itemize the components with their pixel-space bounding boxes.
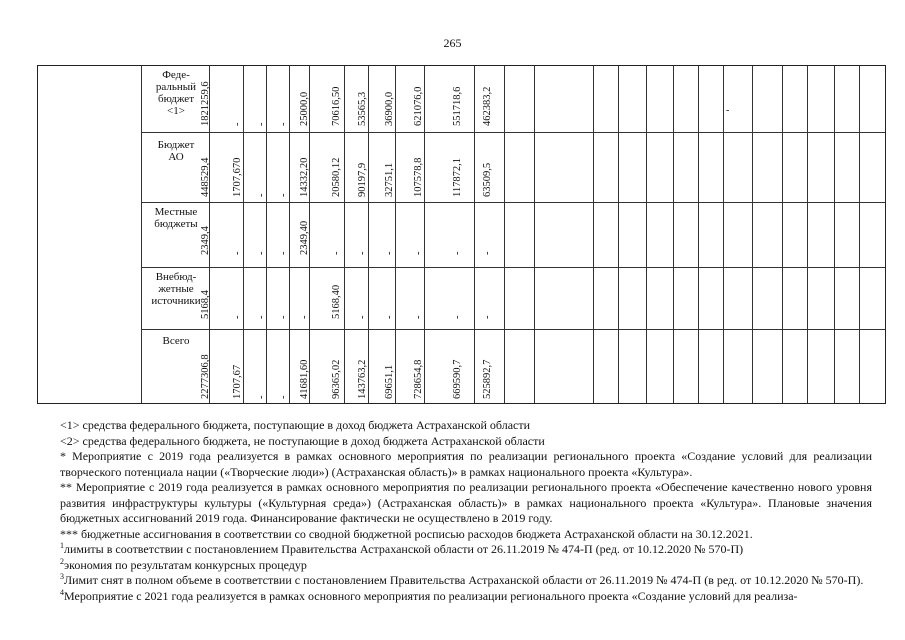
table-row-rule	[141, 329, 885, 330]
table-column-rule	[243, 66, 244, 403]
table-cell-value: 525892,7	[482, 359, 493, 399]
table-cell-value: -	[278, 122, 289, 126]
row-label-line: источники	[151, 295, 201, 307]
table-cell-value: -	[384, 251, 395, 255]
footnote	[60, 418, 872, 434]
footnote-text: Мероприятие с 2021 года реализуется в рамках основного мероприятия по реализации регионального проекта «Создание условий для реализа-	[64, 588, 798, 603]
table-column-rule	[752, 66, 753, 403]
row-label-line: жетные	[158, 283, 194, 295]
table-column-rule	[504, 66, 505, 403]
row-label-line: Феде-	[162, 69, 190, 81]
table-cell-value: -	[278, 315, 289, 319]
table-cell-value: 63509,5	[482, 162, 493, 197]
table-row-rule	[141, 202, 885, 203]
footnote	[60, 434, 872, 450]
table-cell-value: -	[482, 315, 493, 319]
table-cell-value: -	[452, 315, 463, 319]
table-cell-value: 96365,02	[331, 359, 342, 399]
table-cell-value: -	[278, 251, 289, 255]
footnote-marker: 3	[60, 572, 64, 581]
table-column-rule	[395, 66, 396, 403]
table-cell-value: -	[278, 395, 289, 399]
footnote-marker: 4	[60, 587, 64, 597]
table-cell-value: 2349,40	[299, 220, 310, 255]
row-label-line: ральный	[155, 81, 197, 93]
table-cell-value: 728654,8	[413, 359, 424, 399]
table-column-rule	[646, 66, 647, 403]
table-column-rule	[723, 66, 724, 403]
table-cell-value: -	[232, 315, 243, 319]
table-column-rule	[266, 66, 267, 403]
table-cell-value: 2277306,8	[200, 354, 211, 399]
table-cell-value: -	[256, 395, 267, 399]
row-label-line: <1>	[167, 105, 185, 117]
table-row-rule	[141, 267, 885, 268]
table-cell-value: -	[278, 193, 289, 197]
table-cell-value: 69651,1	[384, 364, 395, 399]
table-cell-value: 551718,6	[452, 86, 463, 126]
footnotes	[60, 418, 872, 604]
table-column-rule	[698, 66, 699, 403]
footnote	[60, 542, 872, 558]
row-label-line: АО	[168, 151, 184, 163]
table-cell-value: -	[413, 251, 424, 255]
table-cell-value: -	[384, 315, 395, 319]
table-cell-value: 36900,0	[384, 91, 395, 126]
footnote-text: <2> средства федерального бюджета, не поступающие в доход бюджета Астраханской области	[60, 433, 545, 448]
table-cell-value: -	[256, 193, 267, 197]
table-cell-value: -	[357, 315, 368, 319]
table-cell-value: -	[357, 251, 368, 255]
row-label-line: Местные	[154, 206, 198, 218]
table-cell-value: 1707,670	[232, 157, 243, 197]
table-cell-value: -	[256, 315, 267, 319]
footnote-text: Лимит снят в полном объеме в соответствии с постановлением Правительства Астраханской области от 26.11.2019 № 474-П (в ред. от 10.12.2020 № 570-П).	[64, 573, 864, 587]
footnote-text: ** Мероприятие с 2019 года реализуется в рамках основного мероприятия по реализации регионального проекта «Обеспечение качественно нового уровня развития инфраструктуры культуры («Культурная среда») (Астраханская область)» в рамках национального проекта «Культура». Плановые значения бюджетных ассигнований 2019 года. Финансирование фактически не осуществлено в 2019 году.	[60, 480, 872, 525]
table-cell-value: 1821259,6	[200, 81, 211, 126]
table-cell-value: 14332,20	[299, 157, 310, 197]
row-label-line: Внебюд-	[155, 271, 197, 283]
table-cell-value: 621076,0	[413, 86, 424, 126]
table-column-rule	[344, 66, 345, 403]
footnote	[60, 558, 872, 574]
footnote	[60, 527, 872, 543]
table-cell-value: -	[482, 251, 493, 255]
table-cell-value: -	[413, 315, 424, 319]
table-column-rule	[534, 66, 535, 403]
table-column-rule	[807, 66, 808, 403]
table-cell-value: 90197,9	[357, 162, 368, 197]
table-cell-value: 32751,1	[384, 162, 395, 197]
footnote	[60, 449, 872, 480]
row-label-line: бюджет	[158, 93, 194, 105]
table-cell-value: -	[331, 251, 342, 255]
footnote-text: <1> средства федерального бюджета, поступающие в доход бюджета Астраханской области	[60, 418, 531, 432]
table-column-rule	[289, 66, 290, 403]
budget-table	[37, 65, 886, 404]
table-cell-value: -	[232, 251, 243, 255]
table-cell-value: 462383,2	[482, 86, 493, 126]
table-cell-value: 143763,2	[357, 359, 368, 399]
footnote	[60, 589, 872, 605]
table-cell-value: 2349,4	[200, 226, 211, 255]
footnote	[60, 480, 872, 527]
table-cell-value: -	[232, 122, 243, 126]
table-column-rule	[618, 66, 619, 403]
table-cell-value: 53565,3	[357, 91, 368, 126]
table-column-rule	[673, 66, 674, 403]
row-label-line: бюджеты	[154, 218, 198, 230]
table-cell-value: -	[452, 251, 463, 255]
table-cell-value: 5168,4	[200, 290, 211, 319]
table-column-rule	[368, 66, 369, 403]
table-cell-value: 1707,67	[232, 364, 243, 399]
table-cell-value: 448529,4	[200, 157, 211, 197]
table-cell-value: 5168,40	[331, 284, 342, 319]
row-label-line: Бюджет	[157, 139, 195, 151]
page-number: 265	[443, 36, 462, 50]
table-column-rule	[474, 66, 475, 403]
footnote	[60, 573, 872, 589]
table-cell-value: 41681,60	[299, 359, 310, 399]
table-cell-value: 70616,50	[331, 86, 342, 126]
footnote-text: лимиты в соответствии с постановлением Правительства Астраханской области от 26.11.2019 № 474-П (ред. от 10.12.2020 № 570-П)	[64, 542, 744, 556]
table-column-rule	[424, 66, 425, 403]
table-cell-value: -	[256, 251, 267, 255]
table-cell-value: 25000,0	[299, 91, 310, 126]
table-row-rule	[141, 132, 885, 133]
table-cell-value: -	[299, 315, 310, 319]
footnote-text: * Мероприятие с 2019 года реализуется в рамках основного мероприятия по реализации регионального проекта «Создание условий для реализации творческого потенциала нации («Творческие люди») (Астраханская область)» в рамках национального проекта «Культура».	[60, 449, 872, 479]
table-cell-value: 107578,8	[413, 157, 424, 197]
table-row-label	[141, 335, 211, 347]
table-cell-value: 20580,12	[331, 157, 342, 197]
footnote-marker: 1	[60, 541, 64, 550]
stray-mark: -	[726, 105, 730, 116]
table-column-rule	[834, 66, 835, 403]
table-column-rule	[859, 66, 860, 403]
footnote-marker: 2	[60, 556, 64, 566]
footnote-text: *** бюджетные ассигнования в соответствии со сводной бюджетной росписью расходов бюджета Астраханской области на 30.12.2021.	[60, 526, 753, 541]
table-column-rule	[782, 66, 783, 403]
row-label-line: Всего	[162, 335, 190, 347]
table-cell-value: 117872,1	[452, 158, 463, 197]
table-cell-value: 669590,7	[452, 359, 463, 399]
table-cell-value: -	[256, 122, 267, 126]
table-column-rule	[593, 66, 594, 403]
footnote-text: экономия по результатам конкурсных процедур	[64, 557, 307, 572]
